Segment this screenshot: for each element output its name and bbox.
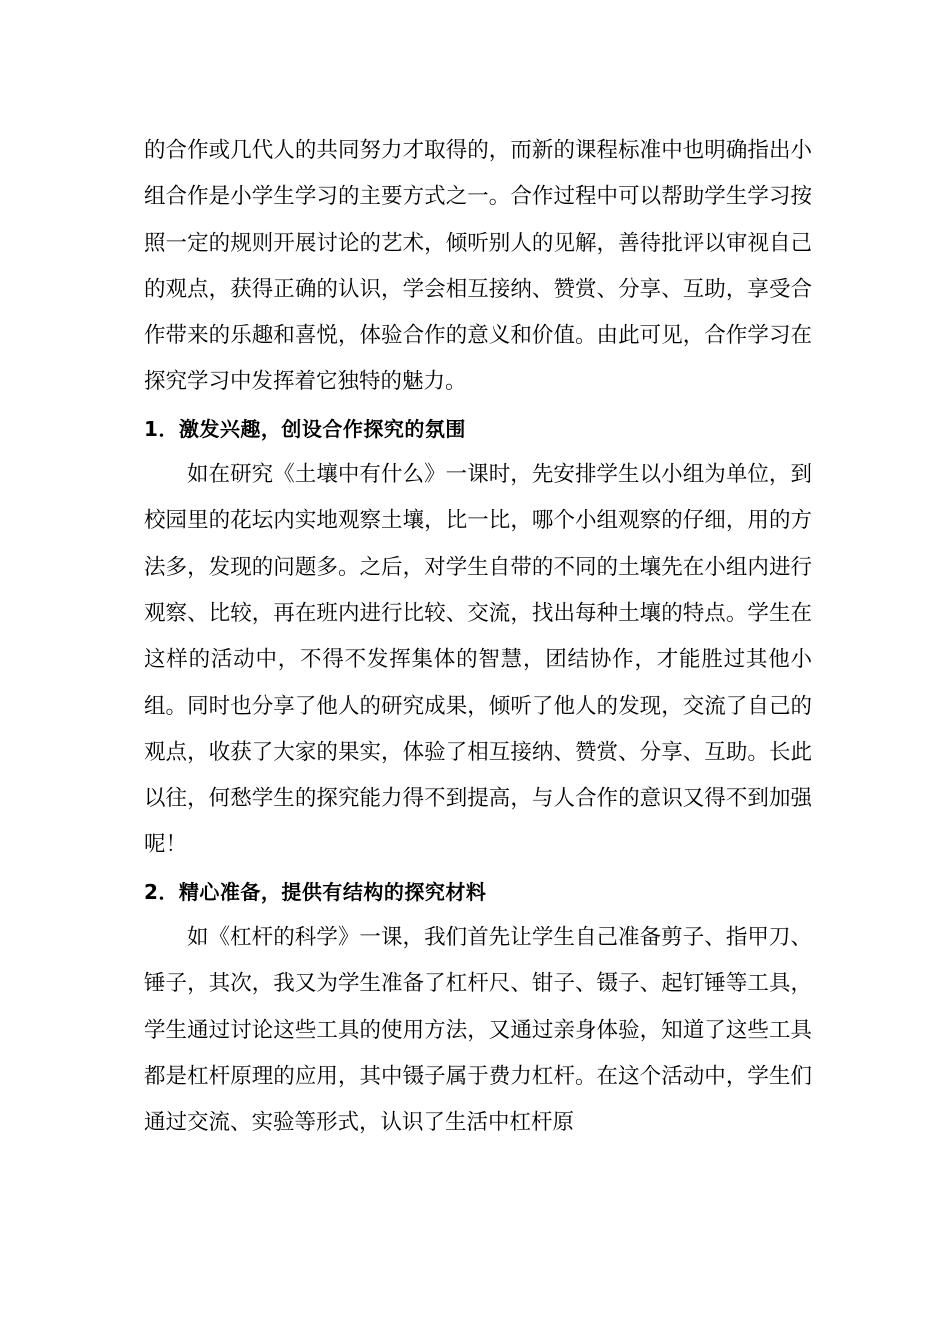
intro-paragraph: 的合作或几代人的共同努力才取得的，而新的课程标准中也明确指出小组合作是小学生学习的主要方式之一。合作过程中可以帮助学生学习按照一定的规则开展讨论的艺术，倾听别人的见解，善待批评以审视自己的观点，获得正确的认识，学会相互接纳、赞赏、分享、互助，享受合作带来的乐趣和喜悦，体验合作的意义和价值。由此可见，合作学习在探究学习中发挥着它独特的魅力。 bbox=[144, 138, 812, 395]
document-body bbox=[144, 128, 812, 1147]
section-2-paragraph: 如《杠杆的科学》一课，我们首先让学生自己准备剪子、指甲刀、锤子，其次，我又为学生准备了杠杆尺、钳子、镊子、起钉锤等工具，学生通过讨论这些工具的使用方法，又通过亲身体验，知道了这些工具都是杠杆原理的应用，其中镊子属于费力杠杆。在这个活动中，学生们通过交流、实验等形式，认识了生活中杠杆原 bbox=[144, 925, 812, 1136]
section-1-paragraph: 如在研究《土壤中有什么》一课时，先安排学生以小组为单位，到校园里的花坛内实地观察土壤，比一比，哪个小组观察的仔细，用的方法多，发现的问题多。之后，对学生自带的不同的土壤先在小组内进行观察、比较，再在班内进行比较、交流，找出每种土壤的特点。学生在这样的活动中，不得不发挥集体的智慧，团结协作，才能胜过其他小组。同时也分享了他人的研究成果，倾听了他人的发现，交流了自己的观点，收获了大家的果实，体验了相互接纳、赞赏、分享、互助。长此以往，何愁学生的探究能力得不到提高，与人合作的意识又得不到加强呢！ bbox=[144, 462, 812, 858]
section-2-heading: 2．精心准备，提供有结构的探究材料 bbox=[144, 879, 487, 904]
section-1-heading: 1．激发兴趣，创设合作探究的氛围 bbox=[144, 416, 466, 441]
